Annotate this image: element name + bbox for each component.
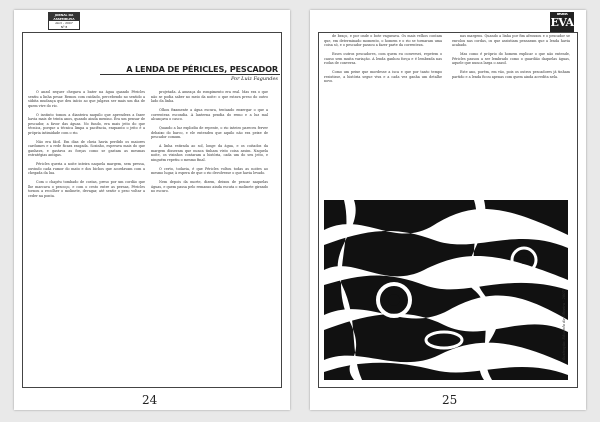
paragraph: Este ano, porém, em vão, pois os outros pescadores já tinham partido e a lenda ficou apenas com quem ainda acredita nela. [452,70,570,79]
article-title: A LENDA DE PÉRICLES, PESCADOR [126,64,278,74]
paragraph: O anzol sequer chegava a bater na água quando Péricles sentiu a linha pesar. Remou com cuidado, percebendo no sentido a súbita mudança que deu início ao que julgava ser mais um dia de quem vive do rio. [28,90,145,108]
paragraph: Mas como é próprio do homem explicar o que não entende, Péricles passou a ser lembrado como o guardião daquelas águas, aquele que nunca larga o anzol. [452,52,570,65]
left-column-1 [28,90,145,203]
left-page [14,10,290,410]
paragraph: O certo, todavia, é que Péricles voltou todas as noites ao mesmo lugar, à espera de que o rio devolvesse o que havia levado. [151,166,268,175]
badge-line: Nº 8 [60,25,68,29]
paragraph: de braço, e por onde o bote vagueava. Os mais velhos contam que, em determinado momento, o homem e o rio se tornaram uma coisa só, e o pescador passou a fazer parte da correnteza. [324,34,442,47]
logo-text: EVA [550,16,574,29]
right-column-2 [452,34,570,84]
paragraph: Péricles queria a noite inteira naquela margem, sem pressa, ouvindo cada rumor do mato e dos bichos que acordavam com a chegada da lua. [28,162,145,175]
paragraph: A linha estirada ao sol, longe da água, e os coitados da margem disseram que nunca tinham visto coisa assim. Naquela noite, os vizinhos contaram a história, cada um do seu jeito, e ninguém repetiu o mesmo final. [151,144,268,162]
paragraph: projetada. A ameaça do rompimento era real. Mas era o que não se podia saber no meio da noite: o que estava preso do outro lado da linha. [151,90,268,103]
left-page-frame [22,32,282,388]
left-column-2 [151,90,268,198]
page-number-left: 24 [142,393,158,407]
paragraph: Como um peixe que mordesse a isca e que por tanto tempo resistisse, a história segue viva e a cada vez ganha um detalhe novo. [324,70,442,83]
illustration-credit: ilustração: Eduardo de Oliveira - 2007 [562,290,566,360]
paragraph: nas margens. Quando a linha por fim afrouxou e o pescador se enrolou nas cordas, os que assistiam pensaram que a lenda havia acabado. [452,34,570,47]
magazine-badge [48,12,80,30]
paragraph: Olhou fixamente a água escura, tentando enxergar o que a correnteza escondia. A lanterna pendia do remo e a luz mal alcançava o casco. [151,108,268,121]
paragraph: Quando a luz explodiu de repente, o rio inteiro pareceu ferver debaixo do barco, e ele entendeu que aquilo não era peixe de pescador comum. [151,126,268,139]
marbled-illustration [324,200,568,380]
eva-logo [550,12,574,32]
right-column-1 [324,34,442,88]
badge-line: Abril - 2007 [55,21,73,25]
paragraph: Com o chapéu tombado de costas, preso por um cordão que lhe marcava o pescoço, e com o cesto entre as pernas, Péricles tornou a recolher o molinete, devagar, até sentir o peso voltar a ceder na ponta. [28,180,145,198]
paragraph: Não era fácil. Em dias de cheia havia perdido os maiores cardumes e a rede ficara rasgada. Sozinho, esperava mais do que ganhava, e gastava as forças como se gastam as mesmas estratégias antigas. [28,139,145,157]
title-rule [100,74,280,75]
badge-line: JORNAL DA [49,13,79,17]
logo-subtitle: REVISTA [556,12,568,16]
paragraph: O instinto tomou a dianteira naquilo que aprendera a fazer havia mais de trinta anos, quando ainda menino. Era um pensar de pescador, a favor das águas. No fundo, era mais jeito do que técnica, porque a técnica limpa a paciência, enquanto o jeito é a própria intimidade com o rio. [28,112,145,135]
paragraph: Nem depois da morte, dizem, deixou de pescar naquelas águas, e quem passa pelo remanso ainda escuta o molinete girando no escuro. [151,180,268,193]
page-number-right: 25 [442,393,458,407]
article-byline: Por Luiz Fagundes [231,76,278,82]
right-page [310,10,586,410]
paragraph: Esses outros pescadores, com quem eu conversei, repetem o causo sem muita variação. A lenda ganhou força e é lembrada nas rodas de conversa. [324,52,442,65]
badge-line: ASSEMBLEIA [49,17,79,21]
illustration-svg [324,200,568,380]
